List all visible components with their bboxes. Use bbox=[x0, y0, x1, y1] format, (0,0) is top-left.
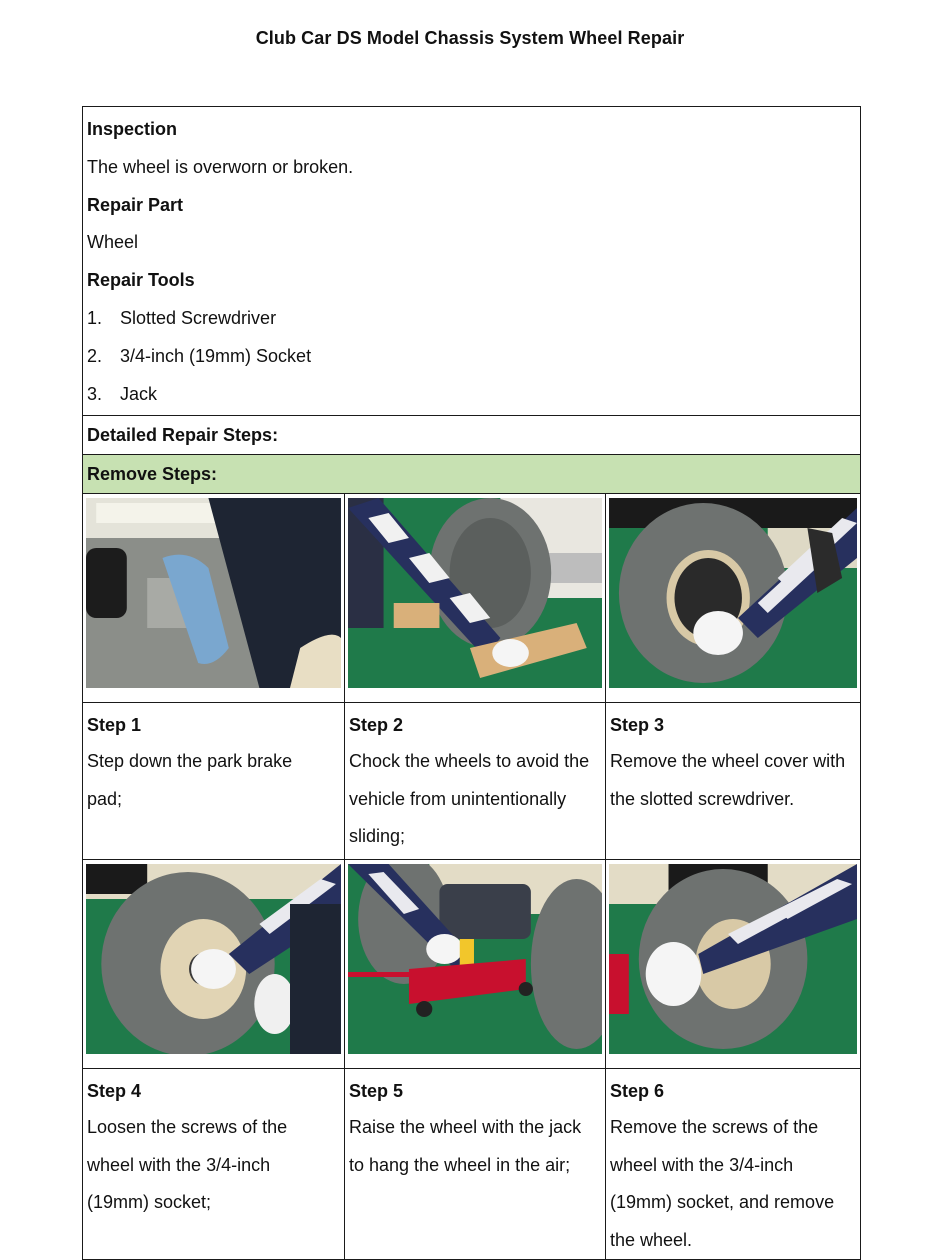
tool-number: 3. bbox=[87, 383, 103, 404]
step-cell bbox=[83, 703, 345, 860]
step-5-photo bbox=[348, 864, 602, 1054]
tool-number: 1. bbox=[87, 307, 103, 328]
info-cell bbox=[83, 107, 861, 416]
step-label: Step 4 bbox=[87, 1081, 142, 1102]
step-text-row bbox=[83, 1069, 861, 1260]
repair-part-text: Wheel bbox=[87, 232, 139, 253]
repair-table bbox=[82, 106, 861, 1260]
step-description: Remove the screws of the wheel with the 3/4-inch (19mm) socket, and remove the wheel. bbox=[610, 1117, 835, 1250]
step-cell bbox=[606, 1069, 861, 1260]
page-title: Club Car DS Model Chassis System Wheel Repair bbox=[255, 28, 685, 48]
step-text-row bbox=[83, 703, 861, 860]
remove-steps-heading: Remove Steps: bbox=[83, 455, 861, 494]
photo-row bbox=[83, 494, 861, 703]
remove-steps-row bbox=[83, 455, 861, 494]
step-description: Step down the park brake pad; bbox=[87, 751, 293, 809]
step-4-photo bbox=[86, 864, 341, 1054]
step-2-photo bbox=[348, 498, 602, 688]
photo-cell bbox=[83, 494, 345, 703]
photo-cell bbox=[606, 860, 861, 1069]
step-3-photo bbox=[609, 498, 857, 688]
inspection-text: The wheel is overworn or broken. bbox=[87, 156, 354, 177]
step-label: Step 1 bbox=[87, 715, 142, 736]
step-description: Chock the wheels to avoid the vehicle from unintentionally sliding; bbox=[349, 751, 590, 847]
step-label: Step 6 bbox=[610, 1081, 665, 1102]
step-description: Raise the wheel with the jack to hang the wheel in the air; bbox=[349, 1117, 582, 1175]
step-cell bbox=[606, 703, 861, 860]
tool-label: Jack bbox=[120, 383, 158, 404]
step-label: Step 2 bbox=[349, 715, 404, 736]
step-cell bbox=[345, 1069, 606, 1260]
photo-cell bbox=[606, 494, 861, 703]
tool-label: Slotted Screwdriver bbox=[120, 307, 277, 328]
step-label: Step 3 bbox=[610, 715, 665, 736]
repair-part-heading: Repair Part bbox=[87, 194, 184, 215]
tool-item bbox=[87, 338, 856, 376]
step-cell bbox=[83, 1069, 345, 1260]
step-description: Remove the wheel cover with the slotted screwdriver. bbox=[610, 751, 846, 809]
photo-row bbox=[83, 860, 861, 1069]
repair-tools-heading: Repair Tools bbox=[87, 270, 195, 291]
tool-label: 3/4-inch (19mm) Socket bbox=[120, 345, 312, 366]
step-6-photo bbox=[609, 864, 857, 1054]
step-1-photo bbox=[86, 498, 341, 688]
detailed-steps-heading: Detailed Repair Steps: bbox=[83, 416, 861, 455]
tool-item bbox=[87, 300, 856, 338]
tool-number: 2. bbox=[87, 345, 103, 366]
step-label: Step 5 bbox=[349, 1081, 404, 1102]
tool-item bbox=[87, 376, 856, 414]
info-row bbox=[83, 107, 861, 416]
step-description: Loosen the screws of the wheel with the 3/4-inch (19mm) socket; bbox=[87, 1117, 288, 1213]
step-cell bbox=[345, 703, 606, 860]
inspection-heading: Inspection bbox=[87, 119, 178, 139]
photo-cell bbox=[345, 860, 606, 1069]
photo-cell bbox=[83, 860, 345, 1069]
photo-cell bbox=[345, 494, 606, 703]
detailed-steps-row bbox=[83, 416, 861, 455]
